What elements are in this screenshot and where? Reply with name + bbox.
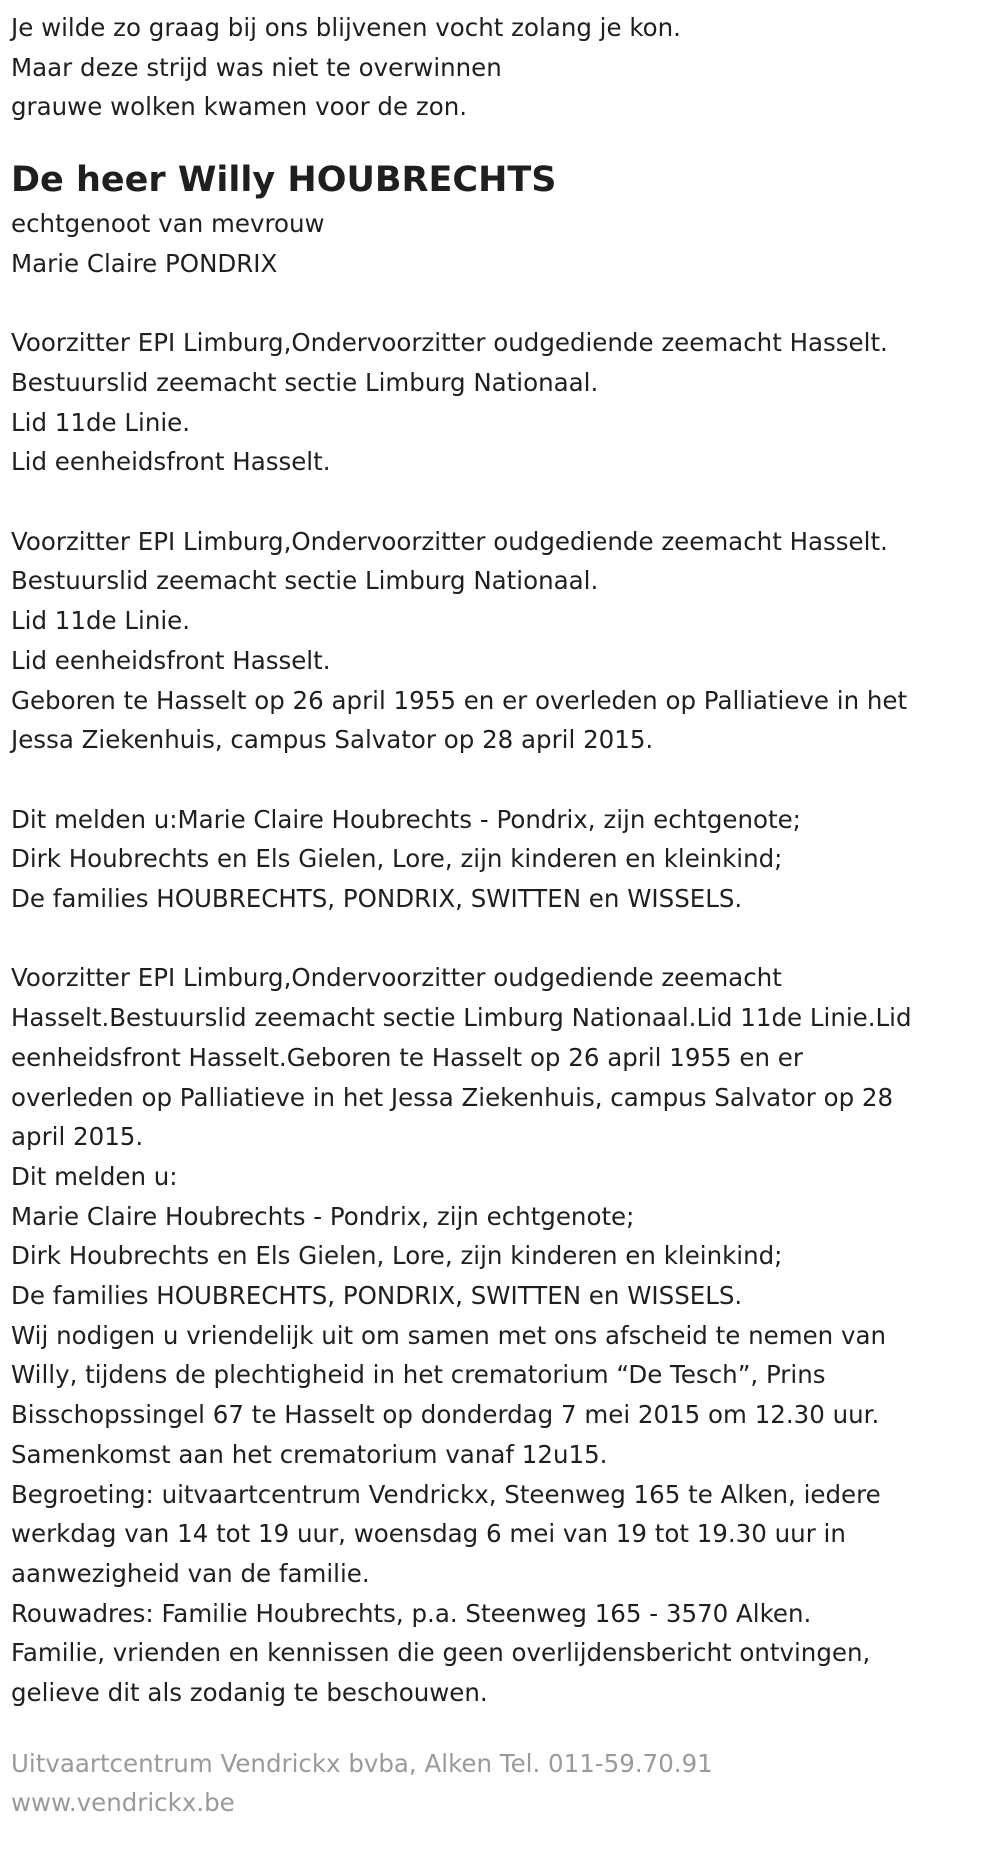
text-line: overleden op Palliatieve in het Jessa Ziekenhuis, campus Salvator op 28 [11, 1082, 894, 1112]
text-line: Begroeting: uitvaartcentrum Vendrickx, Steenweg 165 te Alken, iedere [11, 1479, 881, 1509]
announcer-line: Dit melden u:Marie Claire Houbrechts - Pondrix, zijn echtgenote; [11, 804, 801, 834]
function-line: Lid 11de Linie. [11, 407, 191, 437]
function-line: Lid eenheidsfront Hasselt. [11, 447, 331, 477]
spouse-line: echtgenoot van mevrouw [11, 209, 325, 239]
functions-block-2 [11, 522, 991, 760]
spacer [11, 760, 991, 800]
text-line: Wij nodigen u vriendelijk uit om samen met ons afscheid te nemen van [11, 1320, 887, 1350]
text-line: Voorzitter EPI Limburg,Ondervoorzitter oudgediende zeemacht [11, 963, 782, 993]
text-line: aanwezigheid van de familie. [11, 1558, 370, 1588]
spacer [11, 482, 991, 522]
text-line: Marie Claire Houbrechts - Pondrix, zijn echtgenote; [11, 1201, 635, 1231]
text-line: april 2015. [11, 1122, 144, 1152]
text-line: Familie, vrienden en kennissen die geen overlijdensbericht ontvingen, [11, 1638, 871, 1668]
text-line: De families HOUBRECHTS, PONDRIX, SWITTEN en WISSELS. [11, 1281, 743, 1311]
function-line: Lid eenheidsfront Hasselt. [11, 645, 331, 675]
poem-line: Je wilde zo graag bij ons blijvenen vocht zolang je kon. [11, 13, 681, 42]
poem [11, 8, 991, 127]
poem-line: Maar deze strijd was niet te overwinnen [11, 52, 502, 82]
function-line: Lid 11de Linie. [11, 606, 191, 636]
text-line: Hasselt.Bestuurslid zeemacht sectie Limburg Nationaal.Lid 11de Linie.Lid [11, 1003, 912, 1033]
function-line: Voorzitter EPI Limburg,Ondervoorzitter oudgediende zeemacht Hasselt. [11, 526, 888, 556]
birth-death-line: Jessa Ziekenhuis, campus Salvator op 28 april 2015. [11, 725, 654, 755]
spacer [11, 919, 991, 959]
text-line: gelieve dit als zodanig te beschouwen. [11, 1678, 488, 1708]
function-line: Bestuurslid zeemacht sectie Limburg Nationaal. [11, 367, 599, 397]
text-line: Bisschopssingel 67 te Hasselt op donderdag 7 mei 2015 om 12.30 uur. [11, 1400, 880, 1430]
spouse-line: Marie Claire PONDRIX [11, 248, 278, 278]
function-line: Bestuurslid zeemacht sectie Limburg Nationaal. [11, 566, 599, 596]
funeral-home-website[interactable]: www.vendrickx.be [11, 1788, 235, 1818]
function-line: Voorzitter EPI Limburg,Ondervoorzitter oudgediende zeemacht Hasselt. [11, 328, 888, 358]
text-line: eenheidsfront Hasselt.Geboren te Hasselt op 26 april 1955 en er [11, 1042, 803, 1072]
announcers-block [11, 800, 991, 919]
text-line: Samenkomst aan het crematorium vanaf 12u15. [11, 1439, 608, 1469]
funeral-home-contact: Uitvaartcentrum Vendrickx bvba, Alken Tel. 011-59.70.91 [11, 1748, 713, 1778]
functions-block-1 [11, 323, 991, 482]
announcer-line: Dirk Houbrechts en Els Gielen, Lore, zijn kinderen en kleinkind; [11, 844, 783, 874]
birth-death-line: Geboren te Hasselt op 26 april 1955 en er overleden op Palliatieve in het [11, 685, 908, 715]
text-line: Rouwadres: Familie Houbrechts, p.a. Steenweg 165 - 3570 Alken. [11, 1598, 812, 1628]
deceased-name: De heer Willy HOUBRECHTS [11, 160, 557, 201]
spouse-block [11, 204, 991, 283]
funeral-home-footer [11, 1744, 991, 1823]
text-line: Willy, tijdens de plechtigheid in het crematorium “De Tesch”, Prins [11, 1360, 826, 1390]
text-line: Dirk Houbrechts en Els Gielen, Lore, zijn kinderen en kleinkind; [11, 1241, 783, 1271]
spacer [11, 284, 991, 324]
text-line: werkdag van 14 tot 19 uur, woensdag 6 mei van 19 tot 19.30 uur in [11, 1519, 846, 1549]
full-text-block [11, 958, 991, 1712]
poem-line: grauwe wolken kwamen voor de zon. [11, 92, 468, 122]
text-line: Dit melden u: [11, 1161, 178, 1191]
announcer-line: De families HOUBRECHTS, PONDRIX, SWITTEN en WISSELS. [11, 884, 743, 914]
